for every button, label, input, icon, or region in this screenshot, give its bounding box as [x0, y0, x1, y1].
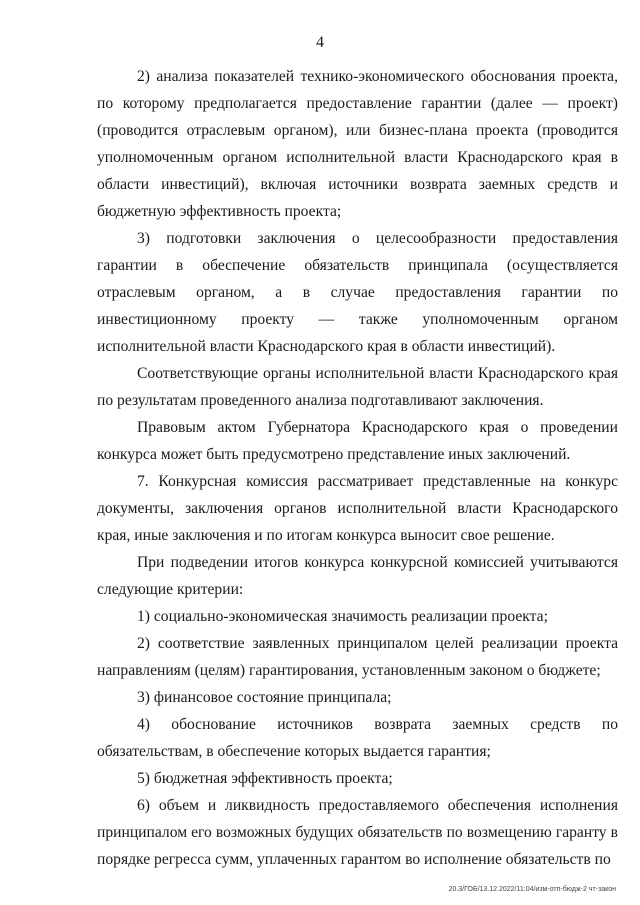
criterion-3: 3) финансовое состояние принципала;: [137, 689, 392, 706]
criterion-5: 5) бюджетная эффективность проекта;: [137, 770, 393, 787]
criterion-1: 1) социально-экономическая значимость реализации проекта;: [137, 608, 548, 625]
paragraph-item-2-analysis: 2) анализа показателей технико-экономического обоснования проекта, по которому предполагается предоставление гарантии (далее — проект) (проводится отраслевым органом), или бизнес-плана проекта (проводится уполномоченным органом исполнительной власти Краснодарского края в области инвестиций), включая источники возврата заемных средств и бюджетную эффективность проекта;: [97, 68, 618, 220]
criterion-4: 4) обоснование источников возврата заемных средств по обязательствам, в обеспечение которых выдается гарантия;: [97, 716, 618, 760]
page-number: 4: [316, 34, 324, 51]
paragraph-governor-act: Правовым актом Губернатора Краснодарского края о проведении конкурса может быть предусмотрено представление иных заключений.: [97, 419, 618, 463]
paragraph-authorities-conclusions: Соответствующие органы исполнительной власти Краснодарского края по результатам проведенного анализа подготавливают заключения.: [97, 365, 618, 409]
criterion-6: 6) объем и ликвидность предоставляемого обеспечения исполнения принципалом его возможных будущих обязательств по возмещению гаранту в порядке регресса сумм, уплаченных гарантом во исполнение обязательств по: [97, 797, 618, 868]
document-footer-stamp: 20.3/ГОБ/13.12.2022/11:04/изм-отп-бюдж-2 чт-закон: [448, 886, 616, 893]
paragraph-criteria-intro: При подведении итогов конкурса конкурсной комиссией учитываются следующие критерии:: [97, 554, 618, 598]
document-body: [97, 63, 618, 873]
paragraph-item-3-conclusion: 3) подготовки заключения о целесообразности предоставления гарантии в обеспечение обязательств принципала (осуществляется отраслевым органом, а в случае предоставления гарантии по инвестиционному проекту — также уполномоченным органом исполнительной власти Краснодарского края в области инвестиций).: [97, 230, 618, 355]
paragraph-clause-7: 7. Конкурсная комиссия рассматривает представленные на конкурс документы, заключения органов исполнительной власти Краснодарского края, иные заключения и по итогам конкурса выносит свое решение.: [97, 473, 618, 544]
criterion-2: 2) соответствие заявленных принципалом целей реализации проекта направлениям (целям) гарантирования, установленным законом о бюджете;: [97, 635, 618, 679]
